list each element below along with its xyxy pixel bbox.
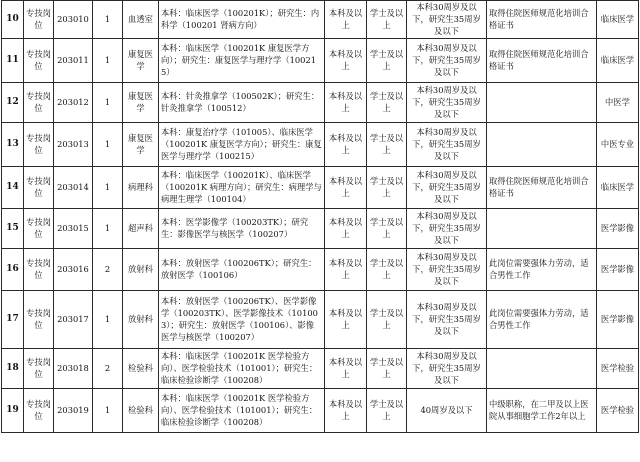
- exam-subject-cell: 医学影像: [597, 290, 639, 348]
- post-code-cell: 203016: [54, 248, 93, 290]
- education-requirement-cell: 本科及以上: [325, 1, 367, 39]
- department-cell: 康复医学: [123, 38, 159, 82]
- table-row: [2, 1, 639, 39]
- exam-subject-cell: 中医学: [597, 82, 639, 122]
- education-requirement-cell: 本科及以上: [325, 208, 367, 248]
- post-category-cell: 专技岗位: [24, 166, 54, 208]
- age-requirement-cell: 本科30周岁及以下，研究生35周岁及以下: [407, 38, 487, 82]
- hire-count-cell: 1: [93, 290, 123, 348]
- post-code-cell: 203012: [54, 82, 93, 122]
- exam-subject-cell: 临床医学: [597, 166, 639, 208]
- post-number-cell: 16: [2, 248, 24, 290]
- major-requirement-cell: 本科：医学影像学（100203TK）；研究生：影像医学与核医学（100207）: [159, 208, 325, 248]
- major-requirement-cell: 本科：放射医学（100206TK）；研究生：放射医学（100106）: [159, 248, 325, 290]
- other-conditions-cell: 取得住院医师规范化培训合格证书: [487, 166, 597, 208]
- post-category-cell: 专技岗位: [24, 208, 54, 248]
- post-code-cell: 203014: [54, 166, 93, 208]
- major-requirement-cell: 本科：临床医学（100201K 医学检验方向）、医学检验技术（101001）；研究生：临床检验诊断学（100208）: [159, 388, 325, 432]
- post-category-cell: 专技岗位: [24, 38, 54, 82]
- education-requirement-cell: 本科及以上: [325, 166, 367, 208]
- table-row: [2, 388, 639, 432]
- post-number-cell: 18: [2, 348, 24, 388]
- exam-subject-cell: 临床医学: [597, 38, 639, 82]
- post-category-cell: 专技岗位: [24, 1, 54, 39]
- education-requirement-cell: 本科及以上: [325, 348, 367, 388]
- post-code-cell: 203019: [54, 388, 93, 432]
- age-requirement-cell: 本科30周岁及以下，研究生35周岁及以下: [407, 208, 487, 248]
- post-code-cell: 203015: [54, 208, 93, 248]
- degree-requirement-cell: 学士及以上: [367, 388, 407, 432]
- major-requirement-cell: 本科：康复治疗学（101005）、临床医学（100201K 康复医学方向）；研究生：康复医学与理疗学（100215）: [159, 122, 325, 166]
- table-row: [2, 208, 639, 248]
- post-number-cell: 13: [2, 122, 24, 166]
- post-code-cell: 203011: [54, 38, 93, 82]
- department-cell: 放射科: [123, 290, 159, 348]
- exam-subject-cell: 医学影像: [597, 248, 639, 290]
- major-requirement-cell: 本科：针灸推拿学（100502K）；研究生：针灸推拿学（100512）: [159, 82, 325, 122]
- table-row: [2, 348, 639, 388]
- hire-count-cell: 1: [93, 38, 123, 82]
- age-requirement-cell: 本科30周岁及以下，研究生35周岁及以下: [407, 122, 487, 166]
- degree-requirement-cell: 学士及以上: [367, 38, 407, 82]
- department-cell: 超声科: [123, 208, 159, 248]
- table-row: [2, 122, 639, 166]
- degree-requirement-cell: 学士及以上: [367, 348, 407, 388]
- age-requirement-cell: 本科30周岁及以下，研究生35周岁及以下: [407, 348, 487, 388]
- exam-subject-cell: 中医专业: [597, 122, 639, 166]
- major-requirement-cell: 本科：临床医学（100201K 康复医学方向）；研究生：康复医学与理疗学（100215）: [159, 38, 325, 82]
- hire-count-cell: 2: [93, 248, 123, 290]
- department-cell: 病理科: [123, 166, 159, 208]
- post-number-cell: 11: [2, 38, 24, 82]
- exam-subject-cell: 医学影像: [597, 208, 639, 248]
- post-code-cell: 203013: [54, 122, 93, 166]
- post-code-cell: 203017: [54, 290, 93, 348]
- major-requirement-cell: 本科：临床医学（100201K 医学检验方向）、医学检验技术（101001）；研究生：临床检验诊断学（100208）: [159, 348, 325, 388]
- degree-requirement-cell: 学士及以上: [367, 1, 407, 39]
- education-requirement-cell: 本科及以上: [325, 248, 367, 290]
- department-cell: 康复医学: [123, 122, 159, 166]
- department-cell: 康复医学: [123, 82, 159, 122]
- post-category-cell: 专技岗位: [24, 248, 54, 290]
- table-row: [2, 166, 639, 208]
- post-number-cell: 10: [2, 1, 24, 39]
- table-row: [2, 248, 639, 290]
- post-number-cell: 19: [2, 388, 24, 432]
- other-conditions-cell: 此岗位需要强体力劳动，适合男性工作: [487, 248, 597, 290]
- other-conditions-cell: 取得住院医师规范化培训合格证书: [487, 38, 597, 82]
- major-requirement-cell: 本科：临床医学（100201K）；研究生：内科学（100201 肾病方向）: [159, 1, 325, 39]
- recruitment-table: [1, 0, 639, 433]
- other-conditions-cell: [487, 82, 597, 122]
- table-body: [2, 1, 639, 433]
- education-requirement-cell: 本科及以上: [325, 82, 367, 122]
- post-category-cell: 专技岗位: [24, 290, 54, 348]
- age-requirement-cell: 本科30周岁及以下，研究生35周岁及以下: [407, 82, 487, 122]
- age-requirement-cell: 本科30周岁及以下，研究生35周岁及以下: [407, 290, 487, 348]
- post-number-cell: 12: [2, 82, 24, 122]
- major-requirement-cell: 本科：放射医学（100206TK）、医学影像学（100203TK）、医学影像技术（101003）；研究生：放射医学（100106）、影像医学与核医学（100207）: [159, 290, 325, 348]
- hire-count-cell: 1: [93, 388, 123, 432]
- department-cell: 检验科: [123, 348, 159, 388]
- other-conditions-cell: 中级职称，在二甲及以上医院从事细胞学工作2年以上: [487, 388, 597, 432]
- other-conditions-cell: [487, 348, 597, 388]
- department-cell: 放射科: [123, 248, 159, 290]
- exam-subject-cell: 医学检验: [597, 388, 639, 432]
- hire-count-cell: 1: [93, 208, 123, 248]
- department-cell: 检验科: [123, 388, 159, 432]
- education-requirement-cell: 本科及以上: [325, 122, 367, 166]
- other-conditions-cell: [487, 122, 597, 166]
- age-requirement-cell: 40周岁及以下: [407, 388, 487, 432]
- degree-requirement-cell: 学士及以上: [367, 208, 407, 248]
- degree-requirement-cell: 学士及以上: [367, 166, 407, 208]
- age-requirement-cell: 本科30周岁及以下，研究生35周岁及以下: [407, 1, 487, 39]
- hire-count-cell: 1: [93, 166, 123, 208]
- post-code-cell: 203010: [54, 1, 93, 39]
- hire-count-cell: 2: [93, 348, 123, 388]
- degree-requirement-cell: 学士及以上: [367, 248, 407, 290]
- other-conditions-cell: 取得住院医师规范化培训合格证书: [487, 1, 597, 39]
- table-row: [2, 82, 639, 122]
- education-requirement-cell: 本科及以上: [325, 388, 367, 432]
- other-conditions-cell: [487, 208, 597, 248]
- education-requirement-cell: 本科及以上: [325, 38, 367, 82]
- hire-count-cell: 1: [93, 122, 123, 166]
- post-number-cell: 17: [2, 290, 24, 348]
- exam-subject-cell: 医学检验: [597, 348, 639, 388]
- table-row: [2, 38, 639, 82]
- post-number-cell: 15: [2, 208, 24, 248]
- major-requirement-cell: 本科：临床医学（100201K）、临床医学（100201K 病理方向）；研究生：病理学与病理生理学（100104）: [159, 166, 325, 208]
- education-requirement-cell: 本科及以上: [325, 290, 367, 348]
- age-requirement-cell: 本科30周岁及以下，研究生35周岁及以下: [407, 166, 487, 208]
- hire-count-cell: 1: [93, 1, 123, 39]
- degree-requirement-cell: 学士及以上: [367, 290, 407, 348]
- department-cell: 血透室: [123, 1, 159, 39]
- exam-subject-cell: 临床医学: [597, 1, 639, 39]
- post-code-cell: 203018: [54, 348, 93, 388]
- hire-count-cell: 1: [93, 82, 123, 122]
- table-row: [2, 290, 639, 348]
- degree-requirement-cell: 学士及以上: [367, 122, 407, 166]
- post-category-cell: 专技岗位: [24, 388, 54, 432]
- post-number-cell: 14: [2, 166, 24, 208]
- other-conditions-cell: 此岗位需要强体力劳动，适合男性工作: [487, 290, 597, 348]
- post-category-cell: 专技岗位: [24, 348, 54, 388]
- age-requirement-cell: 本科30周岁及以下，研究生35周岁及以下: [407, 248, 487, 290]
- post-category-cell: 专技岗位: [24, 82, 54, 122]
- post-category-cell: 专技岗位: [24, 122, 54, 166]
- degree-requirement-cell: 学士及以上: [367, 82, 407, 122]
